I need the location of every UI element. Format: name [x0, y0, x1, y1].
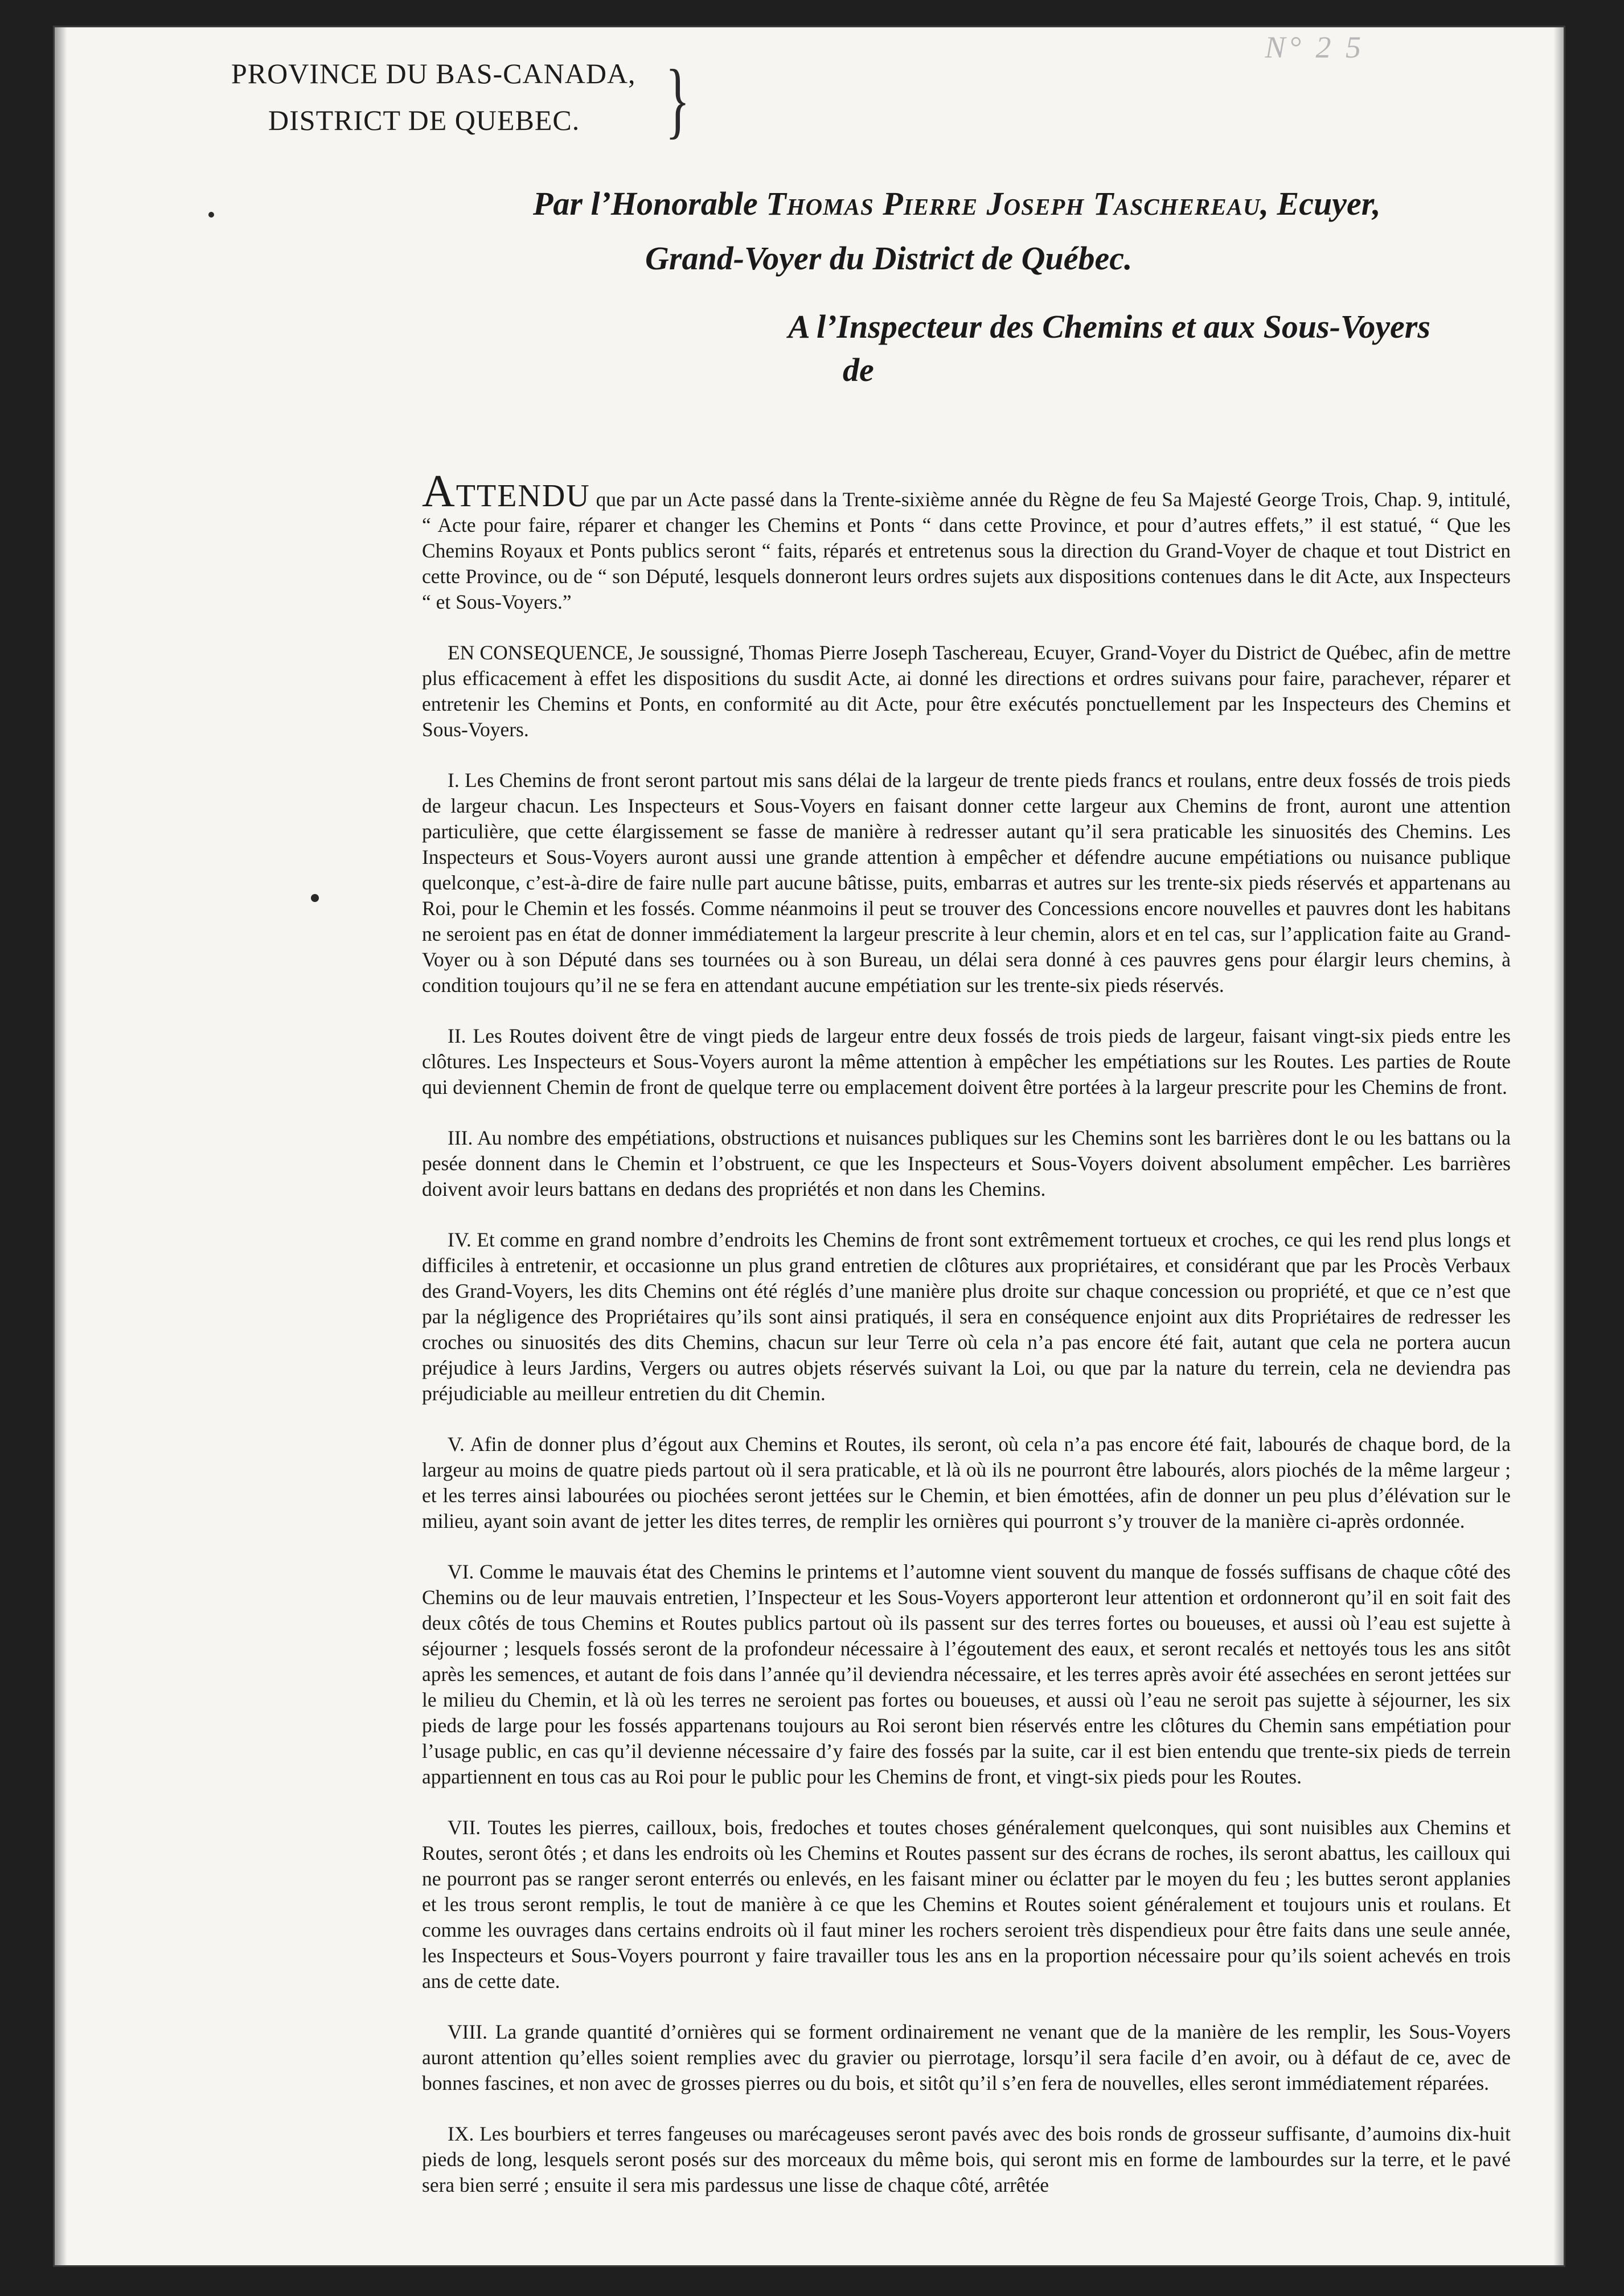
archive-pencil-mark: N° 2 5: [1265, 30, 1364, 64]
document-page: [55, 27, 1564, 2265]
article-ii: II. Les Routes doivent être de vingt pieds de largeur entre deux fossés de trois pieds de largeur, faisant vingt-six pieds entre les clôtures. Les Inspecteurs et Sous-Voyers auront la même attention à empêcher les empétiations sur les Routes. Les parties de Route qui deviennent Chemin de front de quelque terre ou emplacement doivent être portées à la largeur prescrite pour les Chemins de front.: [422, 1024, 1511, 1098]
article-ix: IX. Les bourbiers et terres fangeuses ou marécageuses seront pavés avec des bois ronds de grosseur suffisante, d’aumoins dix-huit pieds de long, lesquels seront posés sur des morceaux du même bois, qui seront mis en forme de lambourdes sur la terre, et le pavé sera bien serré ; ensuite il sera mis pardessus une lisse de chaque côté, arrêtée: [422, 2122, 1511, 2196]
ordinance-body: [422, 466, 1511, 2223]
preamble-paragraph: [422, 466, 1511, 615]
consequence-paragraph: EN CONSEQUENCE, Je soussigné, Thomas Pierre Joseph Taschereau, Ecuyer, Grand-Voyer du District de Québec, afin de mettre plus efficacement à effet les dispositions du susdit Acte, ai donné les directions et ordres suivans pour faire, parachever, réparer et entretenir les Chemins et Ponts, en conformité au dit Acte, pour être exécutés ponctuellement par les Inspecteurs des Chemins et Sous-Voyers.: [422, 641, 1511, 741]
brace-bracket: }: [665, 52, 690, 147]
province-label: PROVINCE DU BAS-CANADA,: [231, 58, 636, 89]
title-suffix: , Ecuyer,: [1260, 185, 1381, 222]
article-vii: VII. Toutes les pierres, cailloux, bois, fredoches et toutes choses généralement quelconques, qui sont nuisibles aux Chemins et Routes, seront ôtés ; et dans les endroits où les Chemins et Routes passent sur des écrans de roches, ils seront abattus, les cailloux qui ne pourront pas se ranger seront enterrés ou enlevés, en les faisant miner ou éclatter par le moyen du feu ; les buttes seront applanies et les trous seront remplis, le tout de manière à ce que les Chemins et Routes soient généralement et toujours unis et roulans. Et comme les ouvrages dans certains endroits où il faut miner les rochers seroient très dispendieux pour être faits dans une seule année, les Inspecteurs et Sous-Voyers pourront y faire travailler tous les ans en la proportion nécessaire pour qu’ils soient achevés en trois ans de cette date.: [422, 1816, 1511, 1992]
title-line-2: Grand-Voyer du District de Québec.: [645, 240, 1133, 277]
district-label: DISTRICT DE QUEBEC.: [268, 104, 580, 136]
ink-speck: [208, 212, 214, 218]
jurisdiction-heading: [231, 50, 732, 147]
title-line-3: A l’Inspecteur des Chemins et aux Sous-Voyers: [788, 308, 1430, 345]
article-i: I. Les Chemins de front seront partout mis sans délai de la largeur de trente pieds francs et roulans, entre deux fossés de trois pieds de largeur chacun. Les Inspecteurs et Sous-Voyers en faisant donner cette largeur aux Chemins de front, auront une attention particulière, que cette élargissement se fasse de manière à redresser autant qu’il sera praticable les sinuosités des Chemins. Les Inspecteurs et Sous-Voyers auront aussi une grande attention à empêcher et défendre aucune empétiations ou nuisance publique quelconque, c’est-à-dire de faire nulle part aucune bâtisse, puits, embarras et autres sur les trente-six pieds réservés et appartenans au Roi, pour le Chemin et les fossés. Comme néanmoins il peut se trouver des Concessions encore nouvelles et pauvres dont les habitans ne seroient pas en état de donner immédiatement la largeur prescrite à leur chemin, alors et en tel cas, sur l’application faite au Grand-Voyer ou à son Député dans ses tournées ou à son Bureau, un délai sera donné à ces pauvres gens pour élargir leurs chemins, à condition toujours qu’il ne se fera en attendant aucune empétiation sur les trente-six pieds réservés.: [422, 769, 1511, 997]
title-line-4: de: [843, 351, 874, 388]
title-line-1: [533, 184, 1381, 223]
drop-cap-attendu: Attendu: [422, 466, 590, 516]
ink-speck: [311, 894, 319, 902]
preamble-text: que par un Acte passé dans la Trente-sixième année du Règne de feu Sa Majesté George Trois, Chap. 9, intitulé, “ Acte pour faire, réparer et changer les Chemins et Ponts “ dans cette Province, et pour d’autres effets,” il est statué, “ Que les Chemins Royaux et Ponts publics seront “ faits, réparés et entretenus sous la direction du Grand-Voyer de chaque et tout District en cette Province, ou de “ son Député, lesquels donneront leurs ordres sujets aux dispositions contenues dans le dit Acte, aux Inspecteurs “ et Sous-Voyers.”: [422, 488, 1511, 613]
article-v: V. Afin de donner plus d’égout aux Chemins et Routes, ils seront, où cela n’a pas encore été fait, labourés de chaque bord, de la largeur au moins de quatre pieds partout où il sera praticable, et là où ils ne pourront être labourés, alors piochés de la même largeur ; et les terres ainsi labourées ou piochées seront jettées sur le Chemin, et bien émottées, afin de donner un peu plus d’élévation sur le milieu, ayant soin avant de jetter les dites terres, de remplir les ornières qui pourront s’y trouver de la manière ci-après ordonnée.: [422, 1433, 1511, 1532]
article-viii: VIII. La grande quantité d’ornières qui se forment ordinairement ne venant que de la manière de les remplir, les Sous-Voyers auront attention qu’elles soient remplies avec du gravier ou pierrotage, lorsqu’il sera facile d’en avoir, ou à défaut de ce, avec de bonnes fascines, et non avec de grosses pierres ou du bois, et sitôt qu’il s’en fera de nouvelles, elles seront immédiatement réparées.: [422, 2020, 1511, 2094]
article-iv: IV. Et comme en grand nombre d’endroits les Chemins de front sont extrêmement tortueux et croches, ce qui les rend plus longs et difficiles à entretenir, et occasionne un plus grand entretien de clôtures aux propriétaires, et considérant que par les Procès Verbaux des Grand-Voyers, les dits Chemins ont été réglés d’une manière plus droite sur chaque concession ou propriété, et que ce n’est que par la négligence des Propriétaires qu’ils sont ainsi pratiqués, il sera en conséquence enjoint aux dits Propriétaires de redresser les croches ou sinuosités des dits Chemins, chacun sur leur Terre où cela n’a pas encore été fait, autant que cela ne portera aucun préjudice à leurs Jardins, Vergers ou autres objets réservés suivant la Loi, ou que par la nature du terrein, cela ne deviendra pas préjudiciable au meilleur entretien du dit Chemin.: [422, 1228, 1511, 1405]
article-vi: VI. Comme le mauvais état des Chemins le printems et l’automne vient souvent du manque de fossés suffisans de chaque côté des Chemins ou de leur mauvais entretien, l’Inspecteur et les Sous-Voyers apporteront leur attention et ordonneront qu’il en soit fait des deux côtés de tous Chemins et Routes publics partout où ils passent sur des terres fortes ou boueuses, et aussi où l’eau est sujette à séjourner ; lesquels fossés seront de la profondeur nécessaire à l’égoutement des eaux, et seront recalés et nettoyés tous les ans sitôt après les semences, et autant de fois dans l’année qu’il deviendra nécessaire, et les terres après avoir été assechées en seront jettées sur le milieu du Chemin, et là où les terres ne seroient pas fortes ou boueuses, et aussi où l’eau ne seroit pas sujette à séjourner, les six pieds de large pour les fossés appartenans toujours au Roi seront bien réservés entre les clôtures du Chemin sans empétiation pour l’usage public, en cas qu’il devienne nécessaire d’y faire des fossés par la suite, car il est bien entendu que trente-six pieds de terrein appartiennent en tous cas au Roi pour le public pour les Chemins de front, et vingt-six pieds pour les Routes.: [422, 1560, 1511, 1788]
officer-name: Thomas Pierre Joseph Taschereau: [766, 185, 1261, 222]
title-prefix: Par l’Honorable: [533, 185, 758, 222]
article-iii: III. Au nombre des empétiations, obstructions et nuisances publiques sur les Chemins sont les barrières dont le ou les battans ou la pesée donnent dans le Chemin et l’obstruent, ce que les Inspecteurs et Sous-Voyers doivent absolument empêcher. Les barrières doivent avoir leurs battans en dedans des propriétés et non dans les Chemins.: [422, 1126, 1511, 1200]
